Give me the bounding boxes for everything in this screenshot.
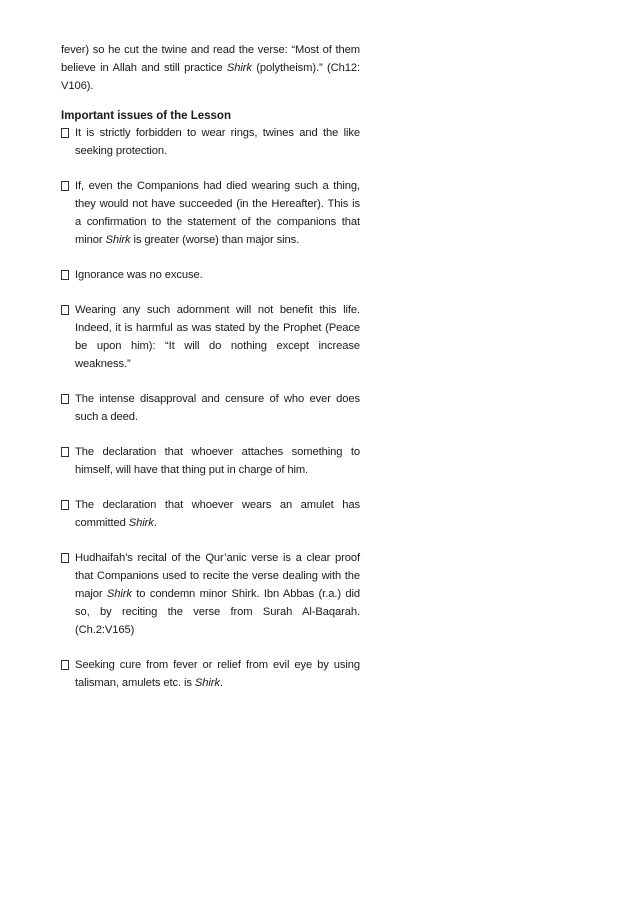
list-item-text: It is strictly forbidden to wear rings, twines and the like seeking protection. [75, 127, 360, 157]
list-item-text: If, even the Companions had died wearing such a thing, they would not have succeeded (in the Hereafter). This is a confirmation to the statement of the companions that minor Shirk is greater (worse) than major sins. [75, 180, 360, 246]
list-item [61, 301, 360, 373]
list-item [61, 656, 360, 692]
intro-text-after: (polytheism).” (Ch12: V106). [61, 62, 361, 92]
box-bullet-icon [61, 660, 69, 670]
list-item-text: Wearing any such adornment will not benefit this life. Indeed, it is harmful as was stated by the Prophet (Peace be upon him): “It will do nothing except increase weakness.” [75, 304, 360, 370]
box-bullet-icon [61, 270, 69, 280]
list-item [61, 124, 360, 160]
box-bullet-icon [61, 394, 69, 404]
box-bullet-icon [61, 447, 69, 457]
list-item-text: Hudhaifah’s recital of the Qur’anic verse is a clear proof that Companions used to recite the verse dealing with the major Shirk to condemn minor Shirk. Ibn Abbas (r.a.) did so, by reciting the verse from Surah Al-Baqarah. (Ch.2:V165) [75, 552, 360, 636]
list-item [61, 443, 360, 479]
box-bullet-icon [61, 128, 69, 138]
list-item-text: The declaration that whoever attaches something to himself, will have that thing put in charge of him. [75, 446, 360, 476]
section-heading: Important issues of the Lesson [61, 110, 231, 122]
list-item-text: Seeking cure from fever or relief from evil eye by using talisman, amulets etc. is Shirk. [75, 659, 360, 689]
box-bullet-icon [61, 305, 69, 315]
list-item [61, 549, 360, 639]
box-bullet-icon [61, 553, 69, 563]
list-item-text: Ignorance was no excuse. [75, 269, 203, 281]
list-item [61, 496, 360, 532]
issues-list [61, 124, 360, 692]
intro-text-italic: Shirk [226, 62, 252, 74]
list-item-text: The intense disapproval and censure of who ever does such a deed. [75, 393, 360, 423]
box-bullet-icon [61, 181, 69, 191]
list-item [61, 177, 360, 249]
document-page [61, 41, 360, 709]
intro-paragraph [61, 41, 360, 95]
list-item [61, 266, 360, 284]
intro-text-before: fever) so he cut the twine and read the verse: “Most of them believe in Allah and still practice [61, 44, 360, 74]
list-item [61, 390, 360, 426]
box-bullet-icon [61, 500, 69, 510]
list-item-text: The declaration that whoever wears an amulet has committed Shirk. [75, 499, 360, 529]
